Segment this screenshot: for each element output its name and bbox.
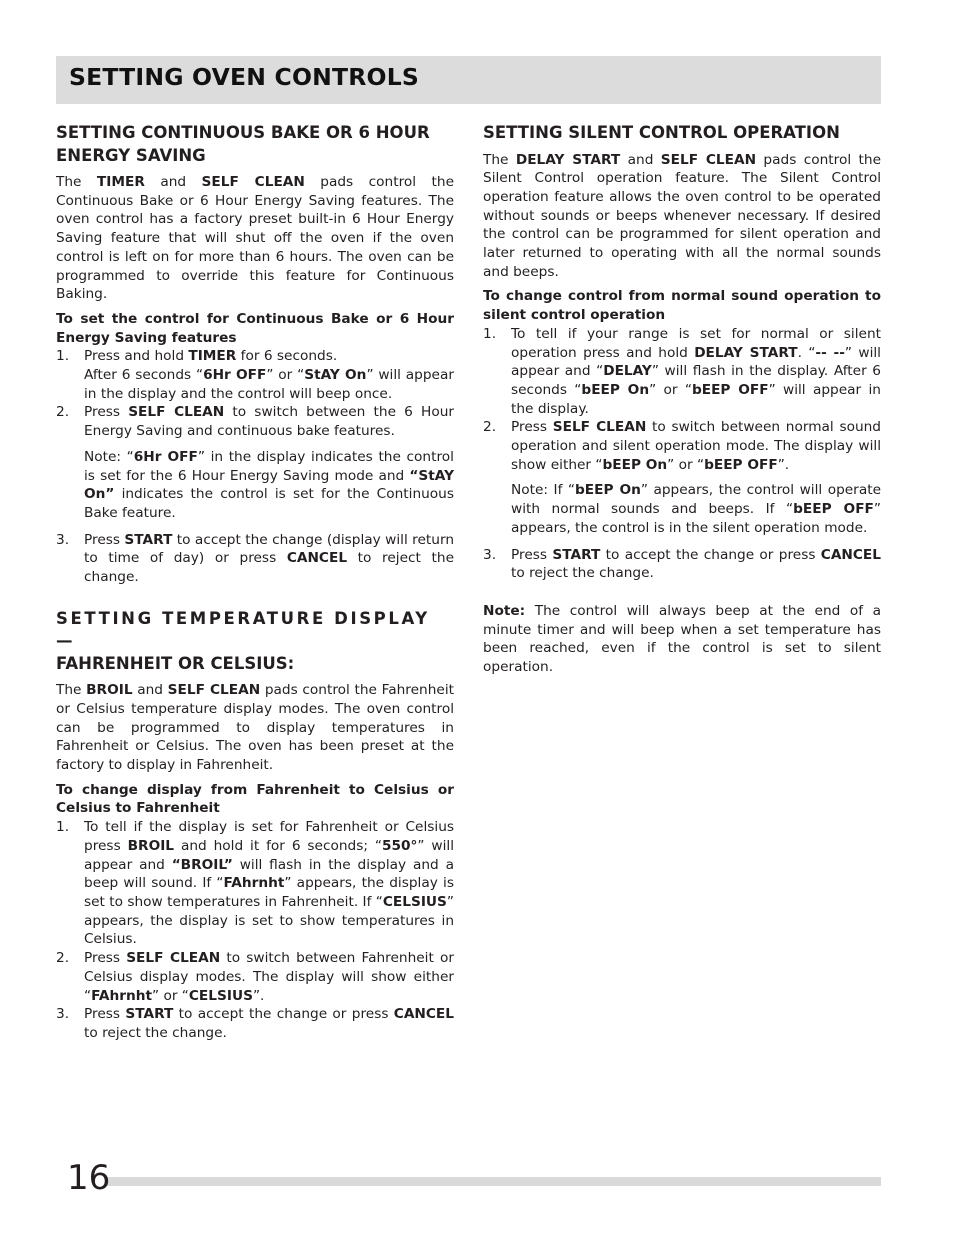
step-number: 2. — [56, 404, 70, 421]
text-run: ” or “ — [266, 367, 305, 384]
step-text — [84, 347, 454, 403]
right-column — [483, 122, 881, 677]
step-text — [84, 818, 454, 949]
text-run: Press — [84, 1006, 126, 1023]
text-run: to accept the change (display will return to time of day) or press — [84, 531, 455, 567]
text-run: Press — [84, 404, 129, 421]
text-run: The control will always beep at the end of a minute timer and will beep when a set temperature has been reached, even if the control is set to silent operation. — [483, 602, 881, 676]
text-run: Press — [84, 531, 125, 548]
text-run: ” will appear and — [84, 837, 454, 873]
emphasis-text: BROIL — [86, 682, 133, 699]
emphasis-text: TIMER — [96, 174, 145, 190]
step-text — [84, 403, 454, 440]
emphasis-text: StAY On — [304, 367, 367, 384]
section-silent-control — [483, 122, 881, 677]
text-run: ” or “ — [649, 381, 692, 398]
steps-list — [483, 325, 881, 583]
emphasis-text: CANCEL — [820, 546, 881, 563]
step-number: 2. — [483, 419, 497, 436]
step-text — [511, 325, 881, 419]
text-run: ” appears, the display is set to show temperatures in Celsius. — [84, 894, 454, 948]
text-run: ” or “ — [152, 987, 189, 1004]
text-run: and — [144, 174, 202, 190]
section-title-line2: FAHRENHEIT OR CELSIUS: — [56, 653, 295, 673]
text-run: indicates the control is set for the Continuous Bake feature. — [84, 486, 454, 521]
emphasis-text: BROIL — [127, 837, 175, 854]
section-title: SETTING SILENT CONTROL OPERATION — [483, 123, 840, 142]
section-title: SETTING CONTINUOUS BAKE OR 6 HOUR ENERGY SAVING — [56, 123, 430, 165]
step-item — [483, 325, 881, 419]
page-header — [56, 56, 881, 104]
left-column — [56, 122, 454, 1043]
text-run: ” appears, the display is set to show temperatures in Fahrenheit. If “ — [84, 875, 454, 910]
text-run: ” or “ — [667, 456, 705, 473]
text-run: ”. — [777, 456, 790, 473]
text-run: to accept the change or press — [600, 546, 821, 563]
text-run: To tell if your range is set for normal or silent operation press and hold — [511, 325, 881, 361]
emphasis-text: Note: — [483, 602, 526, 619]
text-run: The — [483, 151, 516, 168]
text-run: The — [56, 682, 87, 699]
emphasis-text: SELF CLEAN — [660, 151, 757, 168]
emphasis-text: TIMER — [188, 348, 237, 365]
emphasis-text: bEEP OFF — [793, 501, 874, 518]
emphasis-text: bEEP On — [602, 456, 668, 473]
emphasis-text: -- -- — [815, 344, 845, 361]
step-text — [511, 546, 881, 583]
emphasis-text: “StAY On” — [84, 467, 454, 503]
text-run: ” will appear in the display and the control will beep once. — [84, 367, 454, 402]
text-run: and — [132, 682, 168, 699]
emphasis-text: bEEP On — [575, 482, 641, 499]
step-item — [56, 949, 454, 1005]
section-intro — [483, 151, 881, 282]
section-temperature-display — [56, 608, 454, 1043]
page-number: 16 — [67, 1158, 111, 1198]
emphasis-text: “BROIL” — [171, 856, 233, 873]
step-text — [84, 531, 454, 587]
text-run: Press — [84, 950, 127, 967]
emphasis-text: SELF CLEAN — [201, 174, 305, 190]
step-item — [56, 531, 454, 587]
text-run: will flash in the display and a beep will sound. If “ — [84, 856, 454, 892]
step-number: 1. — [483, 325, 497, 342]
emphasis-text: CANCEL — [286, 550, 348, 567]
step-number: 3. — [56, 531, 70, 548]
emphasis-text: SELF CLEAN — [167, 682, 261, 699]
emphasis-text: FAhrnht — [223, 875, 285, 892]
emphasis-text: 6Hr OFF — [133, 448, 198, 465]
section-intro — [56, 173, 454, 304]
text-run: ”. — [252, 987, 265, 1004]
step-note — [84, 448, 454, 523]
emphasis-text: CANCEL — [393, 1006, 454, 1023]
text-run: pads control the Fahrenheit or Celsius temperature display modes. The oven control can be programmed to display temperatures in Fahrenheit or Celsius. The oven has been preset at the factory to display in Fahrenheit. — [56, 682, 454, 774]
text-run: pads control the Silent Control operation feature. The Silent Control operation feature allows the oven control to be operated without sounds or beeps whenever necessary. If desired the control can be programmed for silent operation and later returned to operating with all the normal sounds and beeps. — [483, 151, 882, 280]
emphasis-text: SELF CLEAN — [126, 950, 221, 967]
text-run: ” in the display indicates the control is set for the 6 Hour Energy Saving mode and — [84, 448, 454, 484]
emphasis-text: DELAY — [603, 363, 652, 380]
emphasis-text: SELF CLEAN — [552, 419, 647, 436]
final-note — [483, 602, 881, 677]
step-number: 3. — [56, 1006, 70, 1023]
text-run: After 6 seconds “ — [84, 367, 204, 384]
step-note — [511, 481, 881, 537]
step-item — [56, 818, 454, 949]
step-item — [56, 347, 454, 403]
steps-list — [56, 818, 454, 1042]
text-run: pads control the Continuous Bake or 6 Hour Energy Saving features. The oven control has a factory preset built-in 6 Hour Energy Saving feature that will shut off the oven if the oven control is left on for more than 6 hours. The oven can be programmed to override this feature for Continuous Baking. — [56, 174, 455, 303]
step-number: 3. — [483, 546, 497, 563]
emphasis-text: START — [552, 546, 601, 563]
text-run: The — [56, 174, 97, 190]
step-number: 1. — [56, 348, 70, 365]
section-title-line1: SETTING TEMPERATURE DISPLAY — — [56, 608, 430, 651]
page-title: SETTING OVEN CONTROLS — [69, 63, 419, 91]
steps-list — [56, 347, 454, 586]
text-run: Press — [511, 419, 553, 436]
emphasis-text: CELSIUS — [382, 894, 447, 910]
step-item — [56, 403, 454, 522]
procedure-heading: To set the control for Continuous Bake or 6 Hour Energy Saving features — [56, 310, 454, 346]
text-run: ” will appear and “ — [511, 344, 881, 380]
emphasis-text: bEEP On — [581, 381, 650, 398]
emphasis-text: CELSIUS — [188, 987, 253, 1004]
text-run: ” will flash in the display. After 6 seconds “ — [511, 363, 881, 398]
text-run: Note: If “ — [511, 482, 575, 499]
text-run: Note: “ — [84, 448, 134, 465]
emphasis-text: bEEP OFF — [691, 381, 769, 398]
step-item — [483, 546, 881, 583]
footer-bar — [106, 1177, 881, 1186]
text-run: to switch between the 6 Hour Energy Saving and continuous bake features. — [84, 404, 455, 440]
text-run: Press and hold — [84, 348, 189, 365]
emphasis-text: 550° — [381, 837, 418, 854]
text-run: ” appears, the control is in the silent operation mode. — [511, 501, 881, 536]
emphasis-text: DELAY START — [694, 344, 798, 361]
text-run: to accept the change or press — [173, 1006, 394, 1023]
text-run: to reject the change. — [84, 550, 454, 586]
emphasis-text: START — [125, 1006, 174, 1023]
text-run: to reject the change. — [84, 1024, 227, 1041]
step-number: 2. — [56, 950, 70, 967]
procedure-heading: To change control from normal sound operation to silent control operation — [483, 288, 881, 324]
step-text — [84, 1005, 454, 1042]
section-continuous-bake — [56, 122, 454, 587]
emphasis-text: bEEP OFF — [704, 456, 778, 473]
text-run: To tell if the display is set for Fahrenheit or Celsius press — [84, 819, 454, 854]
text-run: and — [620, 151, 661, 168]
text-run: and hold it for 6 seconds; “ — [174, 837, 382, 854]
text-run: for 6 seconds. — [236, 348, 338, 365]
step-number: 1. — [56, 819, 70, 836]
emphasis-text: SELF CLEAN — [128, 404, 225, 421]
section-title — [56, 608, 454, 676]
text-run: . “ — [797, 344, 816, 361]
emphasis-text: FAhrnht — [91, 987, 152, 1004]
emphasis-text: START — [124, 531, 173, 548]
emphasis-text: DELAY START — [515, 151, 621, 168]
step-item — [483, 418, 881, 537]
step-item — [56, 1005, 454, 1042]
text-run: to switch between Fahrenheit or Celsius display modes. The display will show either “ — [84, 950, 455, 1004]
text-run: Press — [511, 546, 553, 563]
text-run: to reject the change. — [511, 565, 654, 582]
section-intro — [56, 681, 454, 775]
text-run: to switch between normal sound operation and silent operation mode. The display will show either “ — [511, 419, 881, 473]
step-text — [84, 949, 454, 1005]
text-run: ” appears, the control will operate with normal sounds and beeps. If “ — [511, 482, 881, 518]
text-run: ” will appear in the display. — [511, 381, 881, 417]
step-text — [511, 418, 881, 474]
procedure-heading: To change display from Fahrenheit to Celsius or Celsius to Fahrenheit — [56, 781, 454, 817]
emphasis-text: 6Hr OFF — [203, 367, 267, 384]
